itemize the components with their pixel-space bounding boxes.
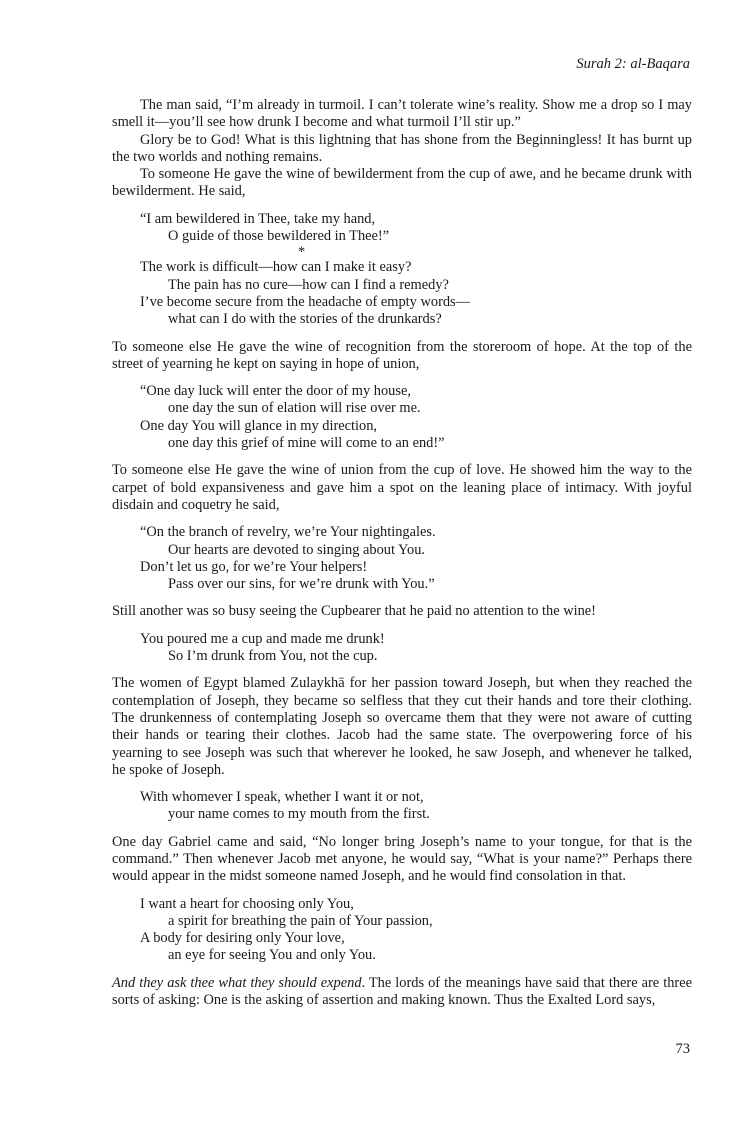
verse-line: So I’m drunk from You, not the cup. <box>168 648 378 665</box>
verse-block <box>140 631 692 666</box>
verse-line: Our hearts are devoted to singing about You. <box>168 541 425 558</box>
paragraph-text: . The lords of the meanings have said that there are three sorts of asking: One is the asking of assertion and making known. Thus the Exalted Lord says, <box>112 974 692 1009</box>
verse-line: You poured me a cup and made me drunk! <box>140 630 385 647</box>
paragraph: The women of Egypt blamed Zulaykhā for her passion toward Joseph, but when they reached the contemplation of Joseph, they became so selfless that they cut their hands and tore their clothing. The drunkenness of contemplating Joseph so overcame them that they were not aware of cutting their hands or tearing their clothes. Jacob had the same state. The overpowering force of his yearning to see Joseph was such that wherever he looked, he saw Joseph, and whenever he talked, he spoke of Joseph. <box>112 675 692 778</box>
paragraph: To someone else He gave the wine of union from the cup of love. He showed him the way to the carpet of bold expansiveness and gave him a spot on the leaning place of intimacy. With joyful disdain and coquetry he said, <box>112 462 692 513</box>
verse-line: O guide of those bewildered in Thee!” <box>168 228 390 245</box>
paragraph: Still another was so busy seeing the Cupbearer that he paid no attention to the wine! <box>112 603 596 620</box>
section-divider-asterisk: * <box>298 244 306 261</box>
verse-line: Don’t let us go, for we’re Your helpers! <box>140 558 368 575</box>
verse-line: The pain has no cure—how can I find a remedy? <box>168 276 449 293</box>
verse-line: one day this grief of mine will come to an end!” <box>168 435 445 452</box>
running-head: Surah 2: al-Baqara <box>576 56 690 72</box>
verse-line: what can I do with the stories of the drunkards? <box>168 311 442 328</box>
page-body <box>112 97 692 1009</box>
verse-line: One day You will glance in my direction, <box>140 417 378 434</box>
verse-line: A body for desiring only Your love, <box>140 930 345 947</box>
verse-line: “On the branch of revelry, we’re Your nightingales. <box>140 524 436 541</box>
verse-block <box>140 383 692 452</box>
paragraph <box>112 975 692 1010</box>
verse-line: your name comes to my mouth from the first. <box>168 806 430 823</box>
verse-line: With whomever I speak, whether I want it or not, <box>140 789 424 806</box>
verse-line: one day the sun of elation will rise over me. <box>168 400 421 417</box>
verse-line: “I am bewildered in Thee, take my hand, <box>140 210 376 227</box>
verse-line: Pass over our sins, for we’re drunk with You.” <box>168 576 435 593</box>
verse-line: a spirit for breathing the pain of Your passion, <box>168 912 433 929</box>
verse-block <box>140 211 692 329</box>
verse-line: I want a heart for choosing only You, <box>140 895 354 912</box>
paragraph: To someone He gave the wine of bewilderment from the cup of awe, and he became drunk with bewilderment. He said, <box>112 166 692 200</box>
quran-citation: And they ask thee what they should expend <box>112 974 362 991</box>
verse-line: an eye for seeing You and only You. <box>168 947 376 964</box>
page-number: 73 <box>675 1041 690 1057</box>
verse-block <box>140 789 692 824</box>
paragraph: The man said, “I’m already in turmoil. I can’t tolerate wine’s reality. Show me a drop so I may smell it—you’ll see how drunk I become and what turmoil I’ll stir up.” <box>112 97 692 131</box>
verse-line: “One day luck will enter the door of my house, <box>140 383 411 400</box>
verse-block <box>140 896 692 965</box>
verse-line: I’ve become secure from the headache of empty words— <box>140 293 471 310</box>
paragraph: Glory be to God! What is this lightning that has shone from the Beginningless! It has burnt up the two worlds and nothing remains. <box>112 131 692 165</box>
paragraph: To someone else He gave the wine of recognition from the storeroom of hope. At the top of the street of yearning he kept on saying in hope of union, <box>112 338 692 372</box>
verse-block <box>140 524 692 593</box>
paragraph: One day Gabriel came and said, “No longer bring Joseph’s name to your tongue, for that is the command.” Then whenever Jacob met anyone, he would say, “What is your name?” Perhaps there would appear in the midst someone named Joseph, and he would find consolation in that. <box>112 833 692 885</box>
verse-line: The work is difficult—how can I make it easy? <box>140 259 412 276</box>
